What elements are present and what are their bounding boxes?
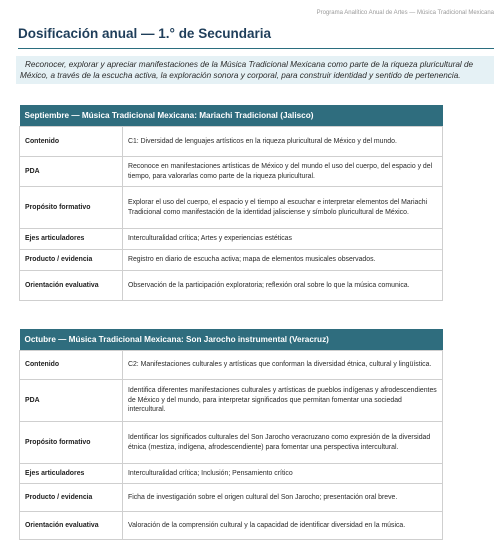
row-value: Interculturalidad crítica; Artes y experiencias estéticas	[123, 229, 443, 250]
intro-paragraph: Reconocer, explorar y apreciar manifestaciones de la Música Tradicional Mexicana como parte de la riqueza pluricultural de México, a través de la escucha activa, la exploración sonora y corporal, para construir identidad y sentido de pertenencia.	[16, 56, 494, 84]
row-label: Contenido	[20, 127, 123, 157]
table-row	[20, 271, 443, 301]
month-table-october	[19, 329, 443, 540]
row-value: C2: Manifestaciones culturales y artísticas que conforman la diversidad étnica, cultural y lingüística.	[123, 351, 443, 380]
table-row	[20, 351, 443, 380]
month-table-september	[19, 105, 443, 301]
row-value: Interculturalidad crítica; Inclusión; Pensamiento crítico	[123, 464, 443, 484]
row-label: Orientación evaluativa	[20, 512, 123, 540]
row-value: Valoración de la comprensión cultural y la capacidad de identificar diversidad en la música.	[123, 512, 443, 540]
running-header: Programa Analítico Anual de Artes — Música Tradicional Mexicana	[316, 10, 494, 16]
table-row	[20, 464, 443, 484]
row-value: Ficha de investigación sobre el origen cultural del Son Jarocho; presentación oral breve.	[123, 484, 443, 512]
row-value: Observación de la participación exploratoria; reflexión oral sobre lo que la música comunica.	[123, 271, 443, 301]
table-row	[20, 157, 443, 187]
table-row	[20, 512, 443, 540]
table-row	[20, 250, 443, 271]
row-value: Identificar los significados culturales del Son Jarocho veracruzano como expresión de la diversidad étnica (mestiza, indígena, afrodescendiente) para fomentar una perspectiva intercultural.	[123, 422, 443, 464]
row-value: Registro en diario de escucha activa; mapa de elementos musicales observados.	[123, 250, 443, 271]
table-row	[20, 484, 443, 512]
row-label: Producto / evidencia	[20, 484, 123, 512]
row-label: Propósito formativo	[20, 187, 123, 229]
month-title: Octubre — Música Tradicional Mexicana: Son Jarocho instrumental (Veracruz)	[20, 329, 443, 351]
row-label: Ejes articuladores	[20, 229, 123, 250]
row-value: C1: Diversidad de lenguajes artísticos en la riqueza pluricultural de México y del mundo.	[123, 127, 443, 157]
row-label: PDA	[20, 157, 123, 187]
table-row	[20, 380, 443, 422]
row-label: Ejes articuladores	[20, 464, 123, 484]
row-label: Propósito formativo	[20, 422, 123, 464]
title-divider	[18, 48, 494, 49]
row-value: Identifica diferentes manifestaciones culturales y artísticas de pueblos indígenas y afrodescendientes de México y del mundo, para interpretar significados que permitan fomentar una sociedad intercultural.	[123, 380, 443, 422]
document-title: Dosificación anual — 1.° de Secundaria	[18, 26, 271, 41]
table-row	[20, 187, 443, 229]
table-row	[20, 422, 443, 464]
table-row	[20, 229, 443, 250]
row-label: PDA	[20, 380, 123, 422]
row-label: Orientación evaluativa	[20, 271, 123, 301]
row-value: Reconoce en manifestaciones artísticas de México y del mundo el uso del cuerpo, del espacio y del tiempo, para valorarlas como parte de la riqueza pluricultural.	[123, 157, 443, 187]
row-value: Explorar el uso del cuerpo, el espacio y el tiempo al escuchar e interpretar elementos del Mariachi Tradicional como manifestación de la identidad jalisciense y símbolo pluricultural de México.	[123, 187, 443, 229]
month-title: Septiembre — Música Tradicional Mexicana: Mariachi Tradicional (Jalisco)	[20, 105, 443, 127]
row-label: Contenido	[20, 351, 123, 380]
row-label: Producto / evidencia	[20, 250, 123, 271]
table-row	[20, 127, 443, 157]
